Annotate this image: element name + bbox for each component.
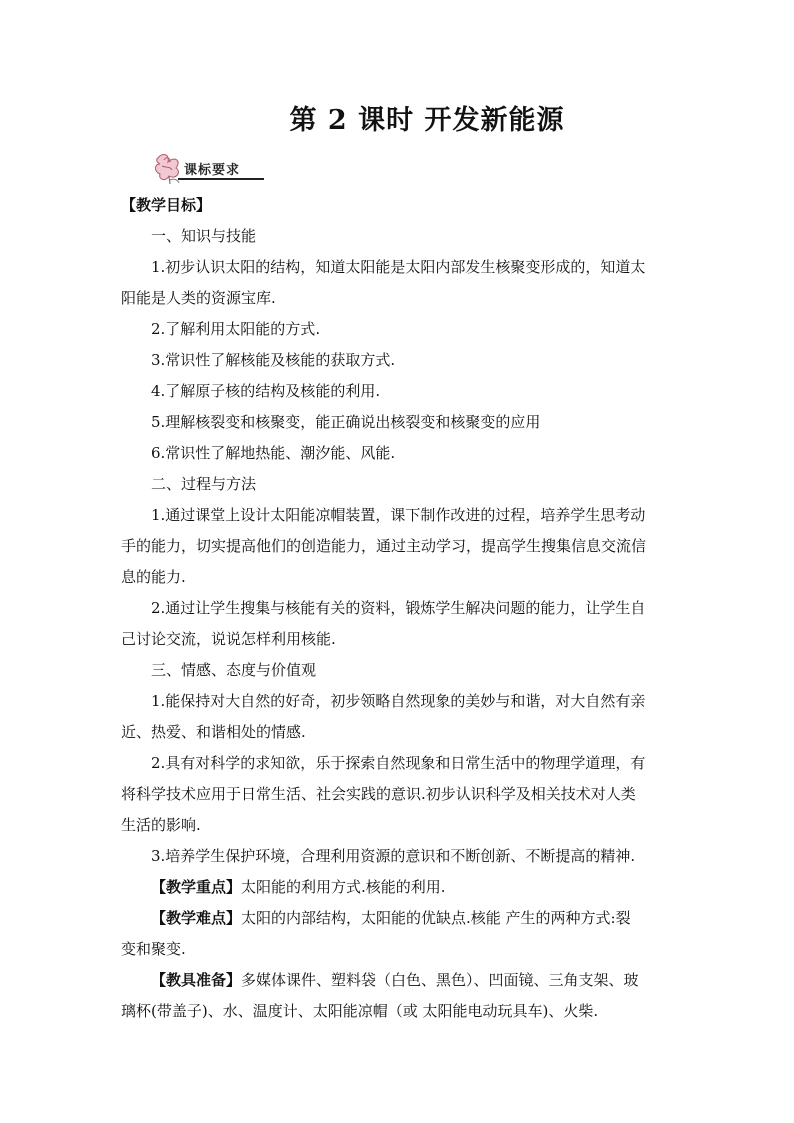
section-heading-2: 二、过程与方法 [151, 475, 257, 493]
section-tag-label: 课标要求 [184, 163, 241, 178]
list-item: 2.了解利用太阳能的方式. [151, 320, 321, 338]
list-item: 5.理解核裂变和核聚变，能正确说出核裂变和核聚变的应用 [151, 413, 541, 431]
difficult-points-text: 太阳的内部结构，太阳能的优缺点.核能 产生的两种方式:裂 [241, 909, 631, 927]
difficult-points-label: 【教学难点】 [151, 909, 242, 927]
list-item-cont: 生活的影响. [121, 816, 201, 834]
list-item-cont: 己讨论交流，说说怎样利用核能. [121, 630, 336, 648]
list-item-cont: 手的能力，切实提高他们的创造能力，通过主动学习，提高学生搜集信息交流信 [121, 537, 647, 555]
list-item-cont: 近、热爱、和谐相处的情感. [121, 723, 306, 741]
list-item: 6.常识性了解地热能、潮汐能、风能. [151, 444, 396, 462]
list-item-cont: 息的能力. [121, 568, 186, 586]
teaching-tools [121, 965, 677, 996]
section-heading-1: 一、知识与技能 [151, 227, 257, 245]
teaching-tools-text: 多媒体课件、塑料袋（白色、黑色）、凹面镜、三角支架、玻 [241, 971, 639, 989]
difficult-points [121, 903, 677, 934]
goals-heading: 【教学目标】 [121, 196, 212, 214]
list-item: 3.常识性了解核能及核能的获取方式. [151, 351, 396, 369]
section-heading-3: 三、情感、态度与价值观 [151, 661, 317, 679]
list-item: 2.通过让学生搜集与核能有关的资料，锻炼学生解决问题的能力，让学生自 [151, 599, 646, 617]
teaching-tools-label: 【教具准备】 [151, 971, 242, 989]
teaching-tools-cont: 璃杯(带盖子)、水、温度计、太阳能凉帽（或 太阳能电动玩具车)、火柴. [121, 1002, 599, 1020]
list-item: 1.通过课堂上设计太阳能凉帽装置，课下制作改进的过程，培养学生思考动 [151, 506, 646, 524]
list-item: 4.了解原子核的结构及核能的利用. [151, 382, 381, 400]
difficult-points-cont: 变和聚变. [121, 940, 186, 958]
list-item-cont: 将科学技术应用于日常生活、社会实践的意识.初步认识科学及相关技术对人类 [121, 785, 636, 803]
list-item: 2.具有对科学的求知欲，乐于探索自然现象和日常生活中的物理学道理，有 [151, 754, 646, 772]
flower-icon [152, 150, 186, 186]
key-points-text: 太阳能的利用方式.核能的利用. [241, 878, 446, 896]
list-item-cont: 阳能是人类的资源宝库. [121, 289, 276, 307]
content-body [121, 190, 677, 1027]
key-points [121, 872, 677, 903]
list-item: 1.初步认识太阳的结构，知道太阳能是太阳内部发生核聚变形成的，知道太 [151, 258, 646, 276]
list-item: 1.能保持对大自然的好奇，初步领略自然现象的美妙与和谐，对大自然有亲 [151, 692, 646, 710]
key-points-label: 【教学重点】 [151, 878, 242, 896]
list-item: 3.培养学生保护环境，合理利用资源的意识和不断创新、不断提高的精神. [151, 847, 636, 865]
page-title: 第 2 课时 开发新能源 [289, 105, 565, 136]
section-tag [152, 150, 272, 186]
